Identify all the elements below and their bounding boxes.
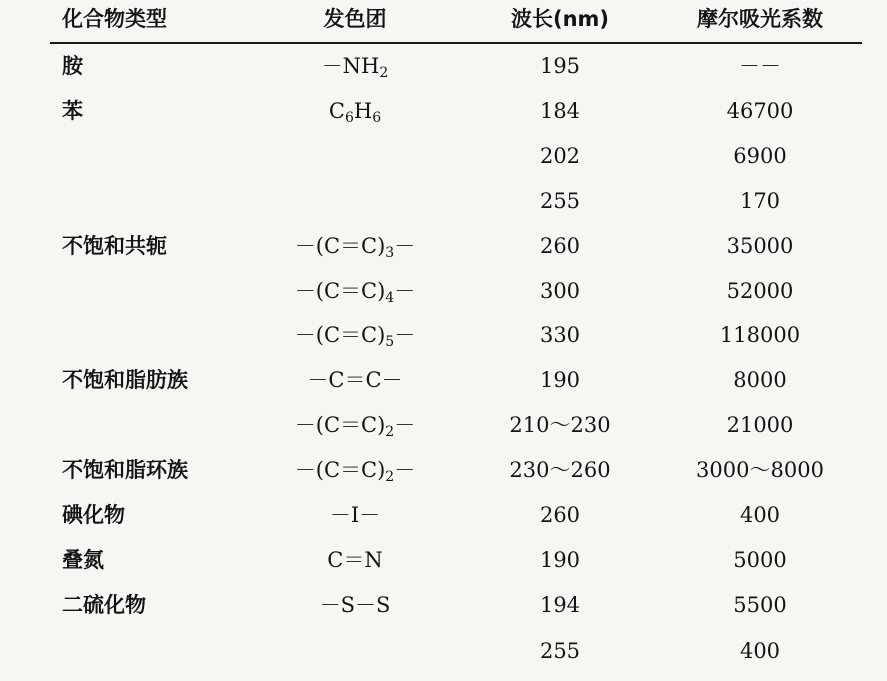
cell-chromophore (270, 234, 440, 261)
cell-wavelength: 184 (539, 99, 581, 123)
cell-compound-type: 二硫化物 (62, 593, 146, 617)
chromophore-formula: －C＝C－ (307, 368, 403, 392)
cell-wavelength: 260 (539, 503, 581, 527)
cell-chromophore (270, 505, 440, 526)
cell-chromophore (270, 99, 440, 126)
cell-compound-type: 不饱和脂肪族 (62, 368, 188, 392)
cell-wavelength: 230～260 (509, 458, 611, 482)
chromophore-subscript: 3 (385, 245, 395, 261)
header-wavelength: 波长(nm) (510, 7, 610, 31)
table-header (0, 0, 887, 40)
cell-wavelength: 210～230 (509, 413, 611, 437)
cell-molar-absorptivity: 400 (739, 503, 781, 527)
cell-molar-absorptivity: 118000 (719, 323, 801, 347)
table-row (0, 415, 887, 455)
cell-wavelength: 330 (539, 323, 581, 347)
cell-molar-absorptivity: 6900 (733, 144, 787, 168)
cell-chromophore (270, 323, 440, 350)
chromophore-formula: C＝N (327, 548, 383, 572)
cell-wavelength: 194 (539, 593, 581, 617)
cell-chromophore (270, 458, 440, 485)
header-compound-type: 化合物类型 (62, 7, 167, 31)
table-row (0, 325, 887, 365)
table-row (0, 236, 887, 276)
table-row (0, 641, 887, 681)
cell-molar-absorptivity: 400 (739, 639, 781, 663)
cell-compound-type: 不饱和脂环族 (62, 458, 188, 482)
chromophore-subscript: 2 (385, 424, 395, 440)
cell-chromophore (270, 550, 440, 571)
header-molar-absorptivity: 摩尔吸光系数 (697, 7, 823, 31)
cell-wavelength: 255 (539, 639, 581, 663)
cell-wavelength: 202 (539, 144, 581, 168)
cell-wavelength: 195 (539, 54, 581, 78)
cell-chromophore (270, 370, 440, 391)
table-row (0, 370, 887, 410)
cell-molar-absorptivity: 5000 (733, 548, 787, 572)
cell-chromophore (270, 595, 440, 616)
header-rule (50, 42, 862, 44)
cell-molar-absorptivity: 52000 (726, 279, 794, 303)
chromophore-formula: C (328, 99, 345, 123)
header-chromophore: 发色团 (323, 7, 387, 31)
chromophore-subscript: 4 (385, 290, 395, 306)
table-row (0, 505, 887, 545)
chromophore-formula: －S－S (319, 593, 391, 617)
chromophore-formula: －(C＝C) (294, 323, 386, 347)
chromophore-subscript: 2 (385, 469, 395, 485)
cell-molar-absorptivity: 5500 (733, 593, 787, 617)
chromophore-tail: － (394, 413, 416, 437)
cell-molar-absorptivity: 170 (739, 189, 781, 213)
cell-compound-type: 不饱和共轭 (62, 234, 167, 258)
table-row (0, 550, 887, 590)
cell-compound-type: 叠氮 (62, 548, 104, 572)
chromophore-tail: － (394, 234, 416, 258)
chromophore-formula: －I－ (329, 503, 381, 527)
cell-wavelength: 260 (539, 234, 581, 258)
chromophore-tail: H (353, 99, 373, 123)
cell-compound-type: 胺 (62, 54, 83, 78)
cell-chromophore (270, 279, 440, 306)
cell-wavelength: 255 (539, 189, 581, 213)
cell-molar-absorptivity: 46700 (726, 99, 794, 123)
cell-compound-type: 苯 (62, 99, 83, 123)
cell-chromophore (270, 54, 440, 81)
table-row (0, 191, 887, 231)
cell-molar-absorptivity: 3000～8000 (696, 458, 824, 482)
cell-molar-absorptivity: 21000 (726, 413, 794, 437)
chromophore-subscript-2: 6 (372, 110, 382, 126)
chromophore-subscript: 5 (385, 334, 395, 350)
chromophore-formula: －NH (321, 54, 380, 78)
cell-wavelength: 190 (539, 548, 581, 572)
chromophore-formula: －(C＝C) (294, 234, 386, 258)
table-row (0, 56, 887, 96)
cell-wavelength: 190 (539, 368, 581, 392)
chromophore-tail: － (394, 279, 416, 303)
chromophore-formula: －(C＝C) (294, 279, 386, 303)
chromophore-tail: － (394, 458, 416, 482)
cell-wavelength: 300 (539, 279, 581, 303)
cell-molar-absorptivity: －－ (739, 54, 781, 78)
table-row (0, 595, 887, 635)
chromophore-tail: － (394, 323, 416, 347)
cell-molar-absorptivity: 35000 (726, 234, 794, 258)
table-row (0, 101, 887, 141)
cell-chromophore (270, 413, 440, 440)
table-row (0, 460, 887, 500)
cell-compound-type: 碘化物 (62, 503, 125, 527)
table-row (0, 146, 887, 186)
table-row (0, 281, 887, 321)
chromophore-formula: －(C＝C) (294, 458, 386, 482)
cell-molar-absorptivity: 8000 (733, 368, 787, 392)
chromophore-formula: －(C＝C) (294, 413, 386, 437)
chromophore-subscript: 2 (379, 65, 389, 81)
chromophore-subscript: 6 (344, 110, 354, 126)
